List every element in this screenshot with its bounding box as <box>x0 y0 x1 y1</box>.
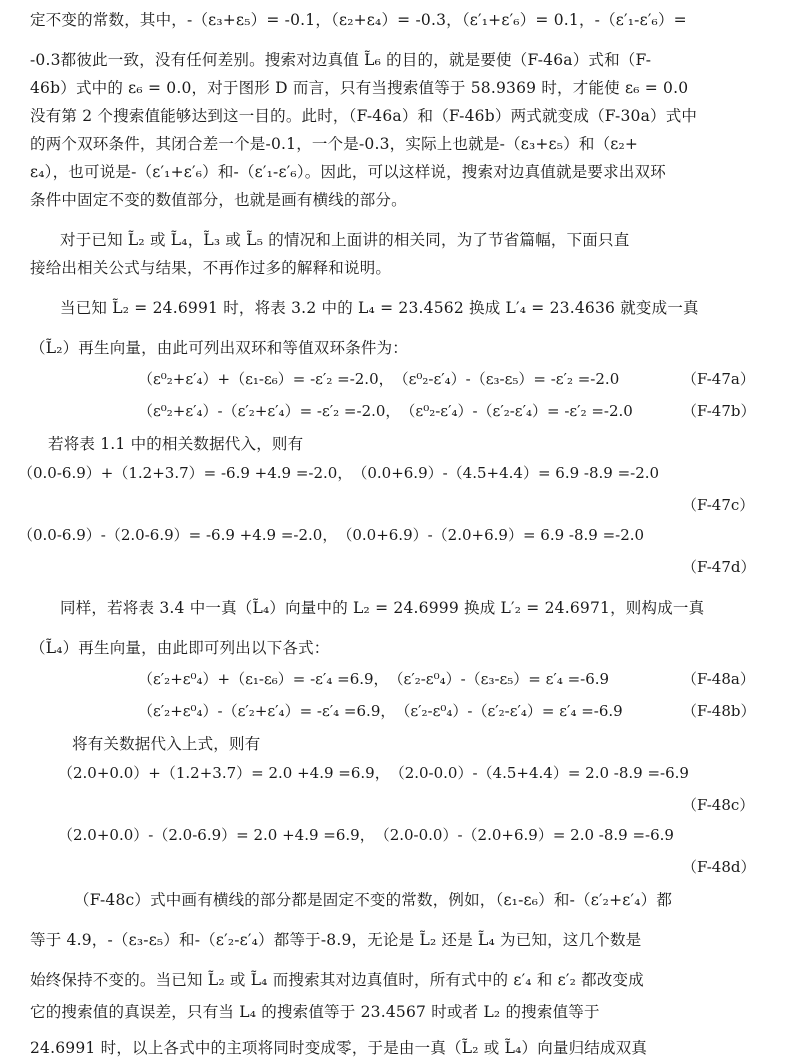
text-line: 定不变的常数，其中，-（ε₃+ε₅）= -0.1，（ε₂+ε₄）= -0.3，（ε′₁+ε′₆）= 0.1，-（ε′₁-ε′₆）= <box>30 11 687 29</box>
text-line: ε₄），也可说是-（ε′₁+ε′₆）和-（ε′₁-ε′₆）。因此，可以这样说，搜索对边真值就是要求出双环 <box>30 163 666 181</box>
text-line: 的两个双环条件，其闭合差一个是-0.1，一个是-0.3，实际上也就是-（ε₃+ε₅）和（ε₂+ <box>30 135 639 153</box>
equation: （0.0-6.9）-（2.0-6.9）= -6.9 +4.9 =-2.0， （0.0+6.9）-（2.0+6.9）= 6.9 -8.9 =-2.0 <box>18 526 645 544</box>
equation-tag: （F-48a） <box>682 670 755 688</box>
equation: （2.0+0.0）+（1.2+3.7）= 2.0 +4.9 =6.9， （2.0-0.0）-（4.5+4.4）= 2.0 -8.9 =-6.9 <box>58 764 689 782</box>
text-line: -0.3都彼此一致，没有任何差别。搜索对边真值 L̃₆ 的目的，就是要使（F-46a）式和（F- <box>30 51 652 69</box>
equation-tag: （F-47b） <box>682 402 756 420</box>
text-line: （L̃₂）再生向量，由此可列出双环和等值双环条件为： <box>30 339 409 357</box>
text-line: （L̃₄）再生向量，由此即可列出以下各式： <box>30 639 330 657</box>
equation-tag: （F-48d） <box>682 858 756 876</box>
equation-tag: （F-48c） <box>682 796 755 814</box>
equation: （ε′₂+ε⁰₄）+（ε₁-ε₆）= -ε′₄ =6.9， （ε′₂-ε⁰₄）-（ε₃-ε₅）= ε′₄ =-6.9 <box>138 670 610 688</box>
equation: （2.0+0.0）-（2.0-6.9）= 2.0 +4.9 =6.9， （2.0-0.0）-（2.0+6.9）= 2.0 -8.9 =-6.9 <box>58 826 674 844</box>
equation: （ε′₂+ε⁰₄）-（ε′₂+ε′₄）= -ε′₄ =6.9， （ε′₂-ε⁰₄）-（ε′₂-ε′₄）= ε′₄ =-6.9 <box>138 702 623 720</box>
text-line: 将有关数据代入上式，则有 <box>72 735 261 753</box>
text-line: 同样，若将表 3.4 中一真（L̃₄）向量中的 L₂ = 24.6999 换成 L′₂ = 24.6971，则构成一真 <box>60 599 705 617</box>
equation-tag: （F-47c） <box>682 496 755 514</box>
text-line: 接给出相关公式与结果，不再作过多的解释和说明。 <box>30 259 392 277</box>
text-line: 等于 4.9，-（ε₃-ε₅）和-（ε′₂-ε′₄）都等于-8.9，无论是 L̃₂ 还是 L̃₄ 为已知，这几个数是 <box>30 931 642 949</box>
equation: （ε⁰₂+ε′₄）+（ε₁-ε₆）= -ε′₂ =-2.0， （ε⁰₂-ε′₄）-（ε₃-ε₅）= -ε′₂ =-2.0 <box>138 370 620 388</box>
text-line: 对于已知 L̃₂ 或 L̃₄，L̃₃ 或 L̃₅ 的情况和上面讲的相关同，为了节省篇幅，下面只直 <box>60 231 630 249</box>
text-line: 46b）式中的 ε₆ = 0.0，对于图形 D 而言，只有当搜索值等于 58.9369 时，才能使 ε₆ = 0.0 <box>30 79 689 97</box>
text-line: 条件中固定不变的数值部分，也就是画有横线的部分。 <box>30 191 407 209</box>
text-line: 若将表 1.1 中的相关数据代入，则有 <box>48 435 304 453</box>
equation-tag: （F-47d） <box>682 558 756 576</box>
text-line: 始终保持不变的。当已知 L̃₂ 或 L̃₄ 而搜索其对边真值时，所有式中的 ε′₄ 和 ε′₂ 都改变成 <box>30 971 644 989</box>
equation-tag: （F-48b） <box>682 702 756 720</box>
text-line: 24.6991 时，以上各式中的主项将同时变成零，于是由一真（L̃₂ 或 L̃₄）向量归结成双真 <box>30 1039 648 1057</box>
equation: （0.0-6.9）+（1.2+3.7）= -6.9 +4.9 =-2.0， （0.0+6.9）-（4.5+4.4）= 6.9 -8.9 =-2.0 <box>18 464 660 482</box>
text-line: 当已知 L̃₂ = 24.6991 时，将表 3.2 中的 L₄ = 23.4562 换成 L′₄ = 23.4636 就变成一真 <box>60 299 699 317</box>
text-line: （F-48c）式中画有横线的部分都是固定不变的常数，例如，（ε₁-ε₆）和-（ε′₂+ε′₄）都 <box>74 891 673 909</box>
equation: （ε⁰₂+ε′₄）-（ε′₂+ε′₄）= -ε′₂ =-2.0， （ε⁰₂-ε′₄）-（ε′₂-ε′₄）= -ε′₂ =-2.0 <box>138 402 633 420</box>
text-line: 它的搜索值的真误差，只有当 L₄ 的搜索值等于 23.4567 时或者 L₂ 的搜索值等于 <box>30 1003 600 1021</box>
equation-tag: （F-47a） <box>682 370 755 388</box>
text-line: 没有第 2 个搜索值能够达到这一目的。此时，（F-46a）和（F-46b）两式就变成（F-30a）式中 <box>30 107 698 125</box>
